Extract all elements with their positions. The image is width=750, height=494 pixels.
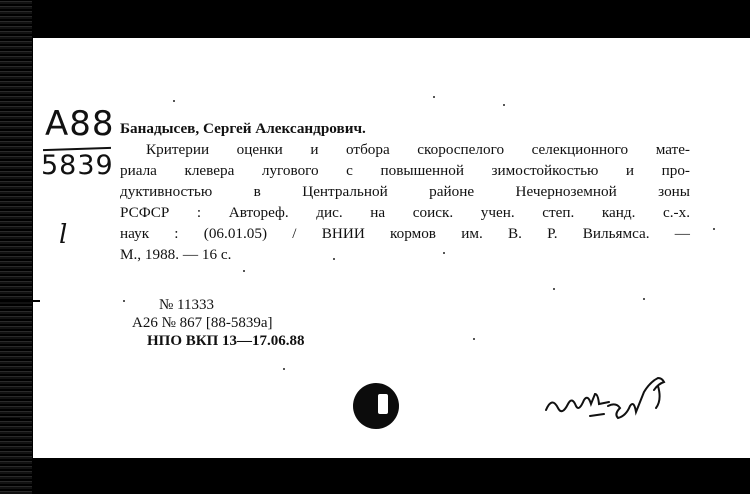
speck [473, 338, 475, 340]
entry-line: М., 1988. — 16 с. [120, 246, 232, 263]
speck [643, 298, 645, 300]
entry-line: Критерии оценки и отбора скороспелого селекционного мате- [146, 141, 690, 158]
speck [713, 228, 715, 230]
accession-number: № 11333 [159, 297, 215, 313]
speck [333, 258, 335, 260]
call-number-top: A88 [45, 104, 115, 144]
speck [443, 252, 445, 254]
bibliographic-entry [120, 118, 690, 265]
call-number-bottom: 5839 [41, 150, 114, 181]
entry-heading [120, 118, 690, 139]
speck [283, 368, 285, 370]
edge-mark [0, 300, 40, 302]
author-name: Банадысев, Сергей Александрович. [120, 120, 366, 137]
speck [553, 288, 555, 290]
entry-line: риала клевера лугового с повышенной зимостойкостью и про- [120, 162, 690, 179]
catalog-card [33, 38, 750, 458]
entry-line: наук : (06.01.05) / ВНИИ кормов им. В. Р. Вильямса. — [120, 225, 690, 242]
entry-line: РСФСР : Автореф. дис. на соиск. учен. степ. канд. с.-х. [120, 204, 690, 221]
speck [503, 104, 505, 106]
entry-line: дуктивностью в Центральной районе Нечерноземной зоны [120, 183, 690, 200]
speck [433, 96, 435, 98]
hole-punch [353, 383, 399, 429]
speck [123, 300, 125, 302]
handwritten-mark: l [59, 220, 68, 250]
edge-mark [0, 418, 20, 420]
speck [243, 270, 245, 272]
a26-number: А26 № 867 [88-5839а] [132, 315, 273, 331]
npo-stamp-line: НПО ВКП 13—17.06.88 [147, 333, 305, 349]
speck [173, 100, 175, 102]
handwritten-signature [538, 368, 698, 428]
